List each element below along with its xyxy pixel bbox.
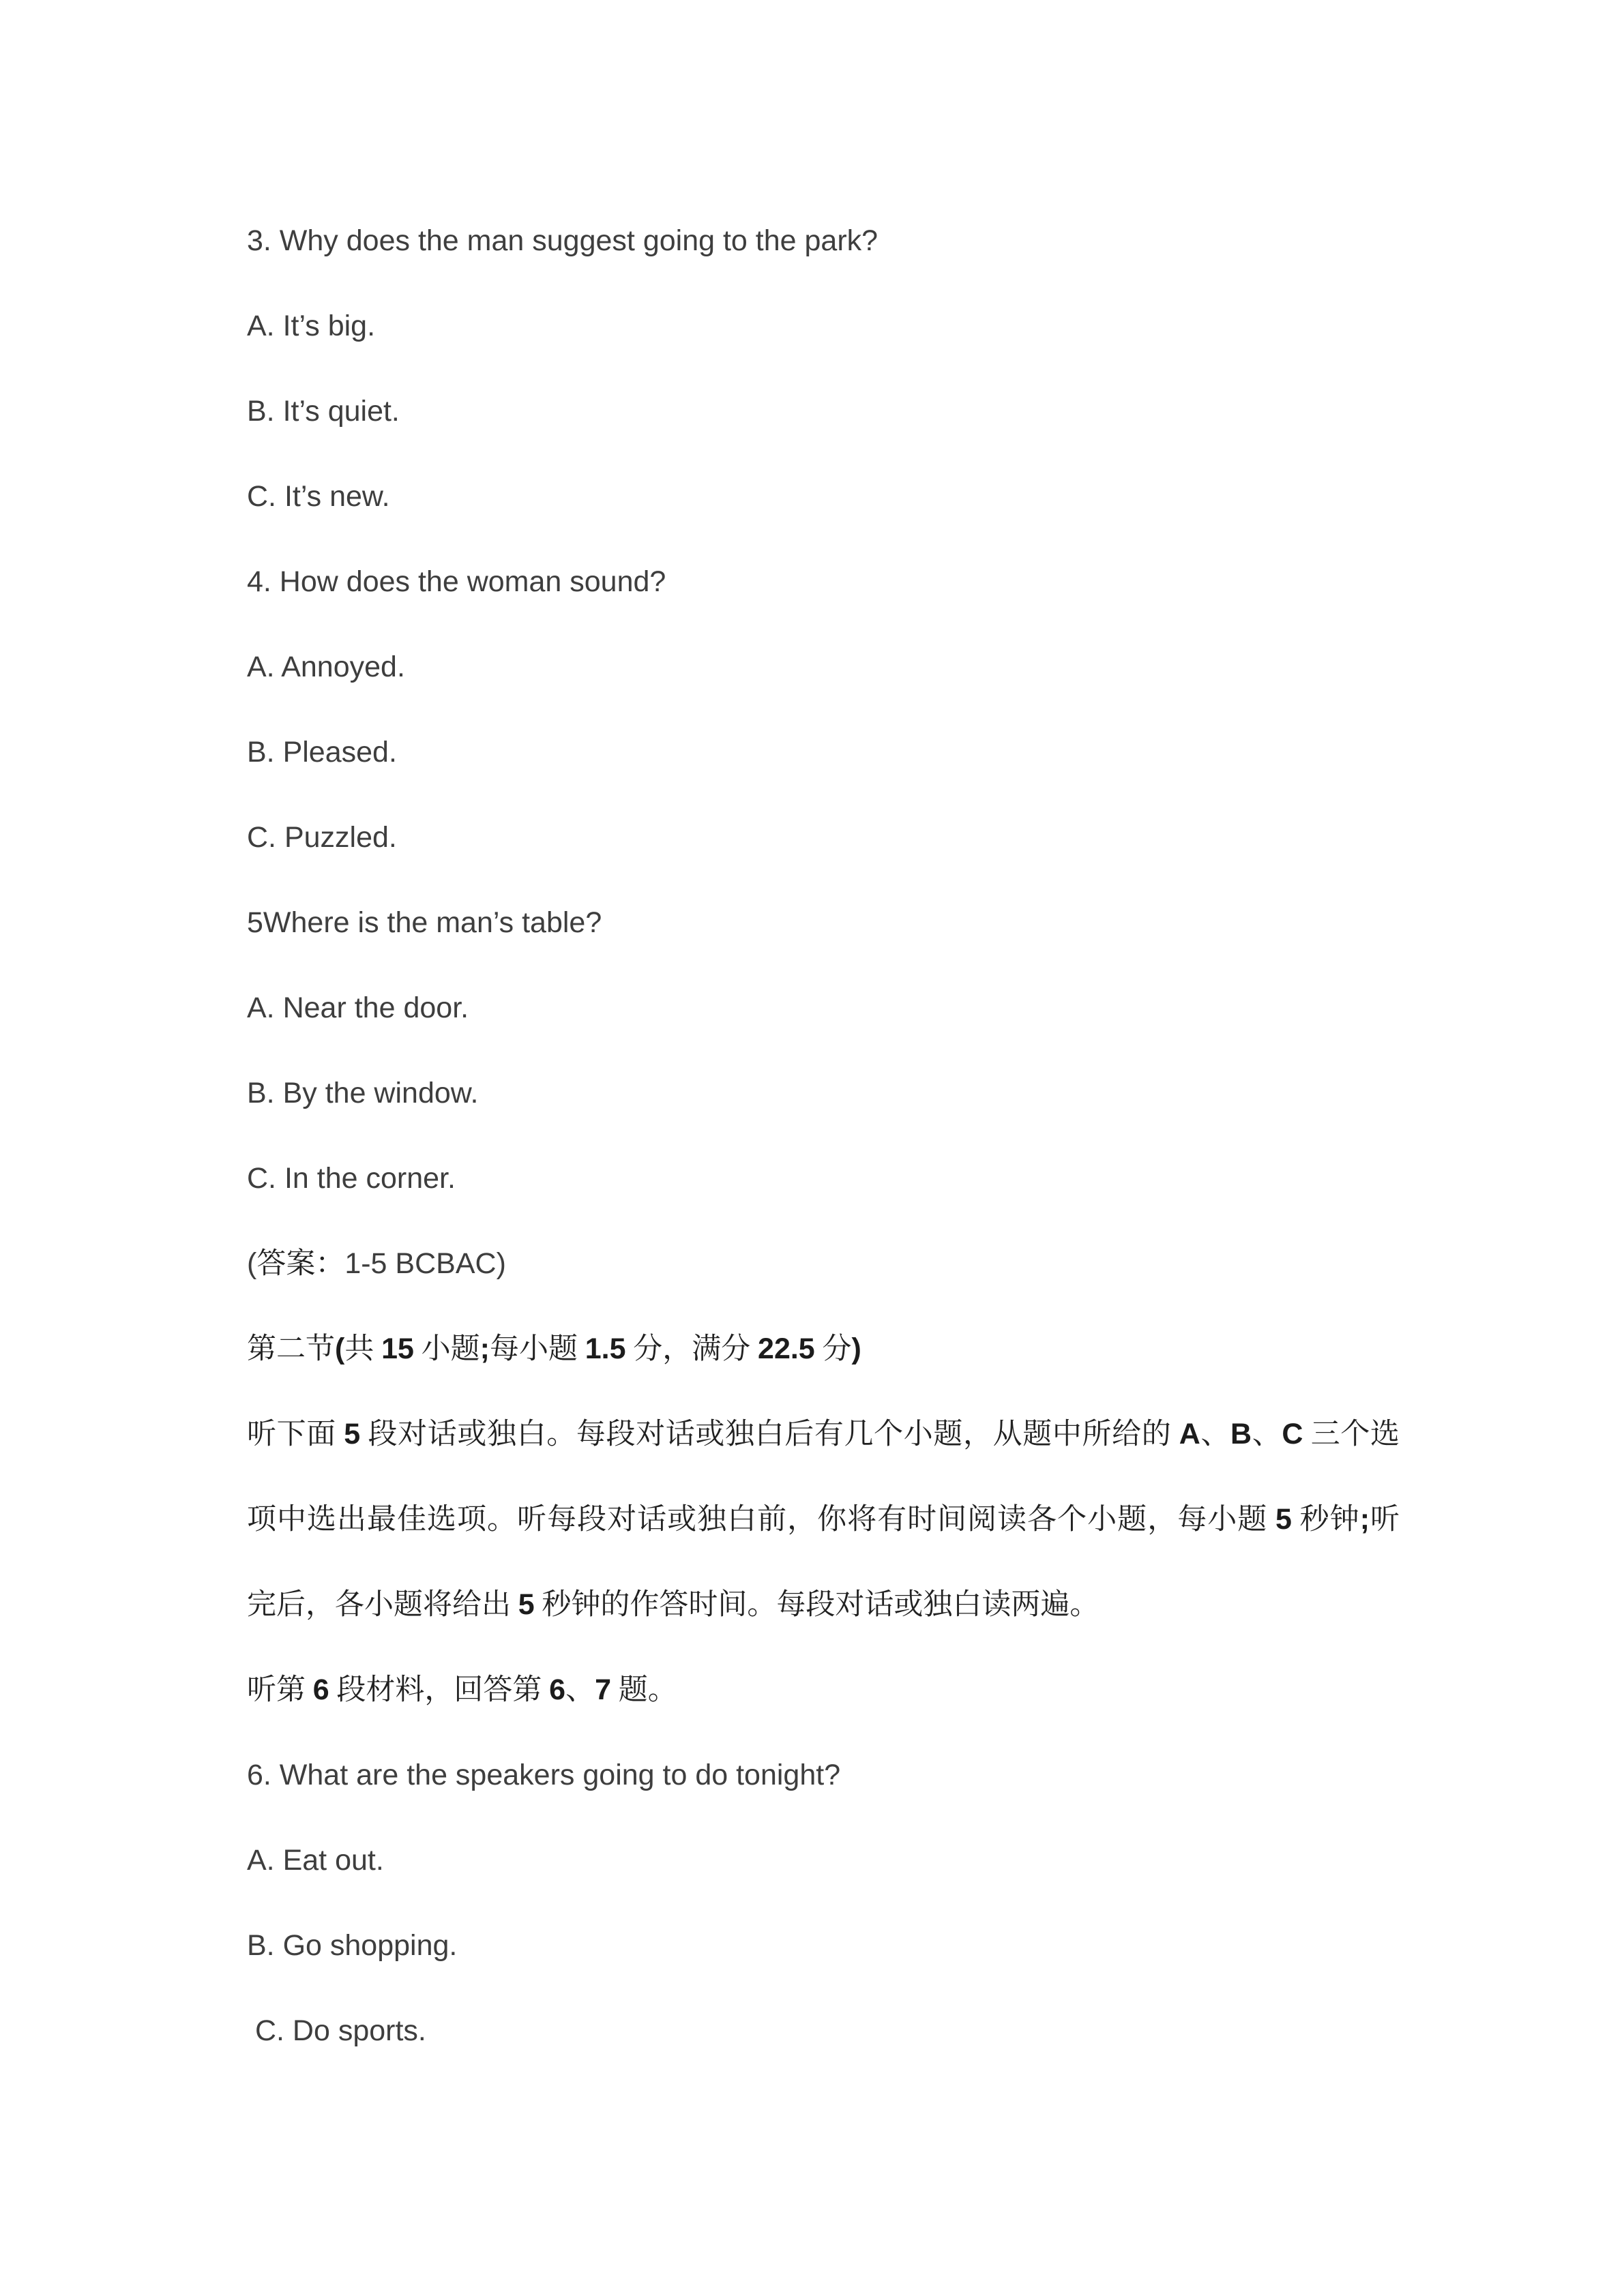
option-3-a: A. It’s big. xyxy=(247,310,376,342)
text-run: 段对话或独白。每段对话或独白后有几个小题，从题中所给的 xyxy=(360,1418,1179,1450)
section-2-heading xyxy=(247,1307,1400,1392)
text-run: ( xyxy=(247,1247,257,1280)
question-5: 5Where is the man’s table? xyxy=(247,906,602,939)
question-3: 3. Why does the man suggest going to the park? xyxy=(247,224,879,257)
text-run: 答案： xyxy=(256,1248,345,1280)
text-run: 1-5 BCBAC) xyxy=(344,1247,506,1280)
text-run: 5 xyxy=(518,1588,535,1621)
text-run: 、 xyxy=(1252,1418,1282,1450)
option-4-a: A. Annoyed. xyxy=(247,651,405,683)
text-run: 、 xyxy=(565,1674,595,1706)
question-4: 4. How does the woman sound? xyxy=(247,565,666,598)
text-run: 秒钟的作答时间。每段对话或独白读两遍。 xyxy=(534,1589,1099,1621)
text-run: 分 xyxy=(814,1333,852,1365)
text-run: 1.5 xyxy=(585,1332,626,1365)
text-run: 题。 xyxy=(611,1674,677,1706)
text-run: 6 xyxy=(549,1673,566,1706)
answer-key-1-5 xyxy=(247,1221,1400,1307)
text-run: 秒钟 xyxy=(1291,1504,1360,1536)
section-2-instructions xyxy=(247,1392,1400,1648)
text-run: 5 xyxy=(1275,1503,1292,1536)
text-run: 7 xyxy=(595,1673,612,1706)
option-5-a: A. Near the door. xyxy=(247,992,469,1024)
option-3-b: B. It’s quiet. xyxy=(247,395,400,428)
text-run: ( xyxy=(335,1332,345,1365)
option-6-c: C. Do sports. xyxy=(247,2014,426,2047)
option-5-c: C. In the corner. xyxy=(247,1162,456,1195)
text-run: ; xyxy=(479,1332,490,1365)
text-run: 三个选项中选出最佳选项。听每段对话或独白前，你将有时间阅读各个小题，每小题 xyxy=(247,1418,1400,1536)
text-run: ) xyxy=(851,1332,861,1365)
text-run: B xyxy=(1230,1418,1252,1450)
option-4-b: B. Pleased. xyxy=(247,736,397,769)
text-run: 15 xyxy=(381,1332,414,1365)
text-run: A xyxy=(1179,1418,1200,1450)
text-run: ; xyxy=(1359,1503,1370,1536)
text-run: C xyxy=(1282,1418,1303,1450)
text-run: 第二节 xyxy=(247,1333,335,1365)
text-run: 每小题 xyxy=(490,1333,585,1365)
option-3-c: C. It’s new. xyxy=(247,480,390,513)
text-run: 听第 xyxy=(247,1674,313,1706)
text-run: 5 xyxy=(344,1418,361,1450)
option-5-b: B. By the window. xyxy=(247,1077,479,1109)
text-run: 分，满分 xyxy=(625,1333,758,1365)
option-6-b: B. Go shopping. xyxy=(247,1929,458,1962)
text-run: 、 xyxy=(1200,1418,1231,1450)
text-run: 段材料，回答第 xyxy=(329,1674,550,1706)
text-run: 听完后，各小题将给出 xyxy=(247,1504,1400,1621)
text-run: 小题 xyxy=(413,1333,480,1365)
option-4-c: C. Puzzled. xyxy=(247,821,397,854)
material-6-prompt xyxy=(247,1648,1400,1733)
text-run: 22.5 xyxy=(758,1332,815,1365)
text-run: 共 xyxy=(344,1333,382,1365)
question-6: 6. What are the speakers going to do tonight? xyxy=(247,1759,841,1791)
option-6-a: A. Eat out. xyxy=(247,1844,384,1877)
text-run: 听下面 xyxy=(247,1418,344,1450)
text-run: 6 xyxy=(312,1673,329,1706)
